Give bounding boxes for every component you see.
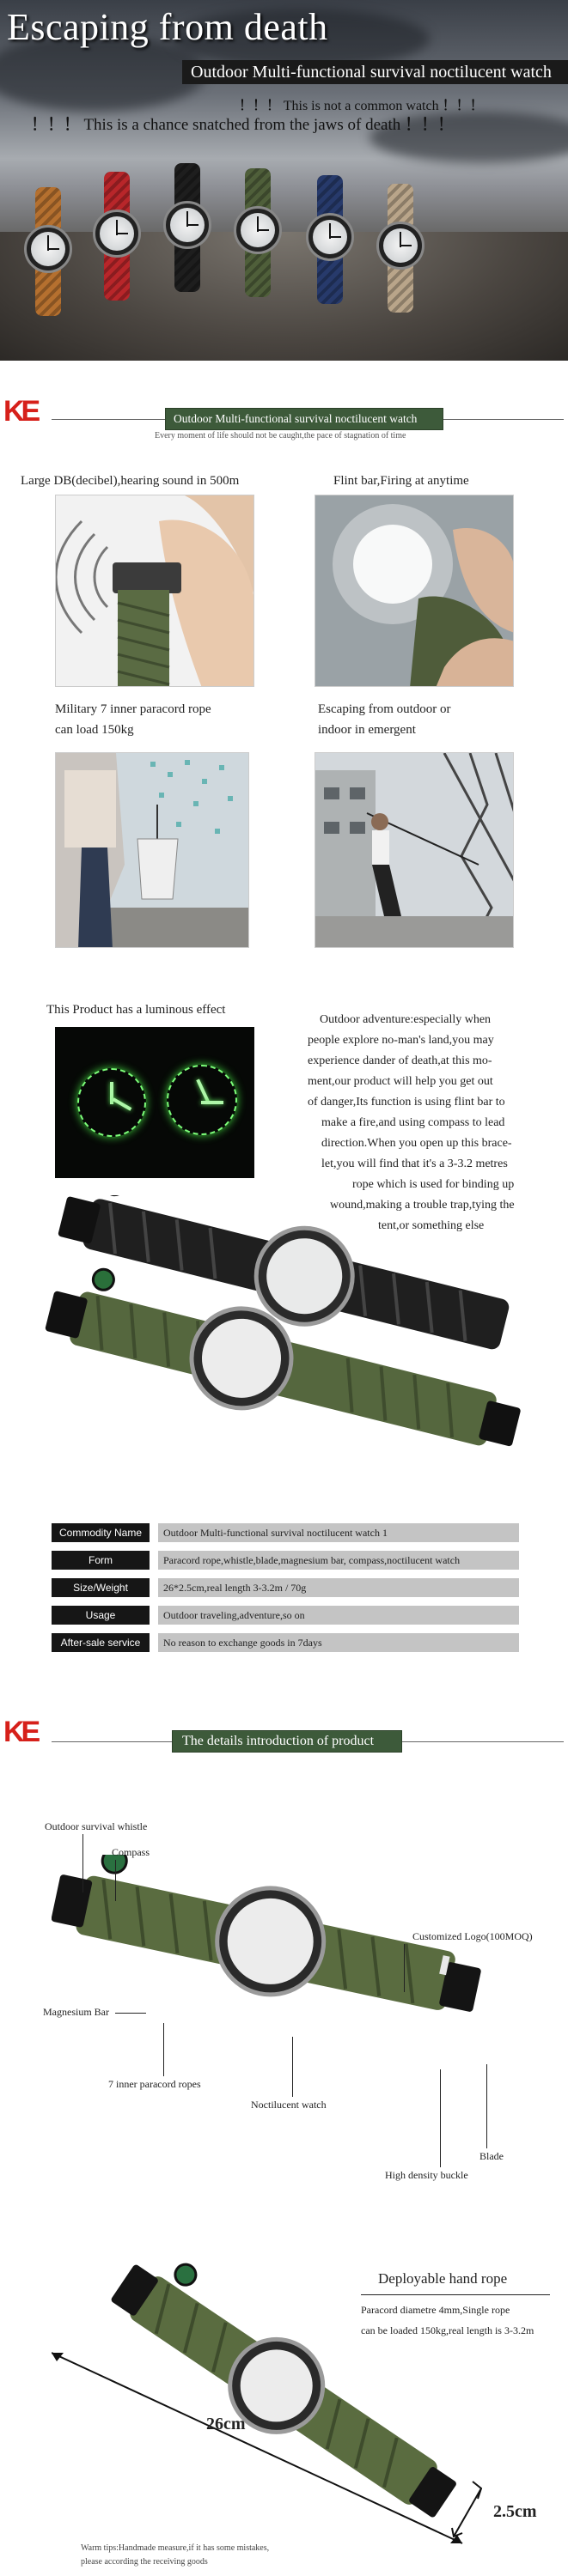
hero-watch bbox=[93, 172, 141, 301]
product-pair-photo bbox=[34, 1195, 533, 1479]
warm-tips bbox=[81, 2542, 269, 2569]
adventure-line: Outdoor adventure:especially when bbox=[320, 1013, 492, 1026]
paracord-caption-2: can load 150kg bbox=[55, 723, 134, 737]
leader-line bbox=[440, 2069, 441, 2167]
callout-buckle: High density buckle bbox=[385, 2169, 468, 2181]
luminous-photo bbox=[55, 1027, 254, 1178]
callout-paracord: 7 inner paracord ropes bbox=[108, 2078, 201, 2090]
leader-line bbox=[404, 1944, 405, 1992]
leader-line bbox=[163, 2023, 164, 2076]
leader-line bbox=[292, 2037, 293, 2097]
spec-value: Paracord rope,whistle,blade,magnesium bar, compass,noctilucent watch bbox=[158, 1551, 519, 1570]
callout-blade: Blade bbox=[479, 2150, 504, 2162]
exclamation-marks: ！！！ bbox=[442, 99, 484, 113]
brand-logo bbox=[3, 397, 38, 426]
hero-banner-image bbox=[0, 0, 568, 361]
exclamation-marks: ！！！ bbox=[239, 99, 281, 113]
warm-tips-line: Warm tips:Handmade measure,if it has some mistakes, bbox=[81, 2543, 270, 2553]
escape-photo bbox=[315, 752, 514, 948]
watch-hand-icon bbox=[117, 233, 128, 234]
adventure-line: tent,or something else bbox=[378, 1219, 485, 1232]
luminous-title: This Product has a luminous effect bbox=[46, 1003, 226, 1017]
callout-noctilucent: Noctilucent watch bbox=[251, 2099, 327, 2111]
hero-tagline-2 bbox=[31, 112, 454, 135]
whistle-illustration bbox=[56, 495, 254, 687]
spec-label: Usage bbox=[52, 1606, 150, 1625]
divider bbox=[52, 419, 165, 420]
section-title: Outdoor Multi-functional survival noctilucent watch bbox=[174, 412, 418, 425]
hero-tagline-1-text: This is not a common watch bbox=[283, 99, 439, 113]
hero-watch bbox=[306, 175, 354, 304]
adventure-line: rope which is used for binding up bbox=[352, 1178, 515, 1191]
watch-pair-illustration bbox=[34, 1195, 533, 1479]
brand-logo bbox=[3, 1717, 38, 1747]
watch-hand-icon bbox=[48, 248, 59, 250]
spec-value: 26*2.5cm,real length 3-3.2m / 70g bbox=[158, 1578, 519, 1597]
watch-hand-icon bbox=[400, 245, 412, 246]
hero-tagline-2-text: This is a chance snatched from the jaws of death bbox=[83, 116, 401, 134]
callout-compass: Compass bbox=[112, 1846, 150, 1858]
glowing-dial-icon bbox=[167, 1065, 237, 1135]
spec-label: After-sale service bbox=[52, 1633, 150, 1652]
spec-label: Commodity Name bbox=[52, 1523, 150, 1542]
adventure-line: ment,our product will help you get out bbox=[308, 1075, 493, 1088]
divider bbox=[52, 1741, 172, 1742]
spec-label: Size/Weight bbox=[52, 1578, 150, 1597]
spec-value: Outdoor Multi-functional survival noctilucent watch 1 bbox=[158, 1523, 519, 1542]
leader-line bbox=[115, 2013, 146, 2014]
spec-value: Outdoor traveling,adventure,so on bbox=[158, 1606, 519, 1625]
hero-watch bbox=[376, 184, 424, 313]
deployable-title: Deployable hand rope bbox=[378, 2270, 508, 2287]
watch-hand-icon bbox=[330, 236, 341, 238]
watch-hand-icon bbox=[258, 229, 269, 231]
escape-caption-1: Escaping from outdoor or bbox=[318, 702, 451, 716]
glowing-hand-icon bbox=[201, 1101, 223, 1104]
leader-line bbox=[115, 1860, 116, 1901]
flint-illustration bbox=[315, 495, 514, 687]
load-test-illustration bbox=[56, 753, 249, 948]
adventure-line: of danger,Its function is using flint bar to bbox=[308, 1096, 505, 1109]
hero-subtitle: Outdoor Multi-functional survival noctilucent watch bbox=[191, 63, 552, 82]
callout-magnesium: Magnesium Bar bbox=[43, 2006, 109, 2018]
deployable-desc-line: can be loaded 150kg,real length is 3-3.2m bbox=[361, 2324, 534, 2336]
adventure-line: direction.When you open up this brace- bbox=[321, 1137, 512, 1150]
adventure-line: let,you will find that it's a 3-3.2 metres bbox=[321, 1157, 508, 1170]
paracord-caption-1: Military 7 inner paracord rope bbox=[55, 702, 211, 716]
escape-caption-2: indoor in emergent bbox=[318, 723, 416, 737]
flint-photo bbox=[315, 495, 514, 687]
width-dimension: 2.5cm bbox=[493, 2502, 537, 2521]
hero-watch-lineup bbox=[0, 0, 568, 361]
adventure-line: make a fire,and using compass to lead bbox=[321, 1116, 505, 1129]
spec-value: No reason to exchange goods in 7days bbox=[158, 1633, 519, 1652]
deployable-desc-line: Paracord diametre 4mm,Single rope bbox=[361, 2304, 510, 2316]
dimension-arrows bbox=[52, 2318, 567, 2567]
exclamation-marks: ！！！ bbox=[31, 116, 81, 134]
warm-tips-line: please according the receiving goods bbox=[81, 2557, 208, 2567]
length-dimension: 26cm bbox=[206, 2415, 246, 2433]
divider bbox=[402, 1741, 564, 1742]
adventure-line: people explore no-man's land,you may bbox=[308, 1034, 494, 1047]
flint-caption: Flint bar,Firing at anytime bbox=[333, 474, 469, 488]
escape-illustration bbox=[315, 753, 514, 948]
exclamation-marks: ！！！ bbox=[404, 116, 454, 134]
callout-whistle: Outdoor survival whistle bbox=[45, 1820, 148, 1832]
hero-watch bbox=[163, 163, 211, 292]
whistle-caption: Large DB(decibel),hearing sound in 500m bbox=[21, 474, 240, 488]
spec-label: Form bbox=[52, 1551, 150, 1570]
brand-logo-text: KE bbox=[3, 395, 38, 428]
section-tagline: Every moment of life should not be caught,the pace of stagnation of time bbox=[155, 431, 406, 440]
hero-title: Escaping from death bbox=[7, 6, 328, 48]
divider bbox=[443, 419, 564, 420]
adventure-line: experience dander of death,at this mo- bbox=[308, 1054, 492, 1067]
hero-watch bbox=[234, 168, 282, 297]
load-test-photo bbox=[55, 752, 249, 948]
leader-line bbox=[82, 1834, 83, 1893]
watch-hand-icon bbox=[187, 224, 198, 226]
hero-watch bbox=[24, 187, 72, 316]
leader-line bbox=[486, 2064, 487, 2148]
adventure-line: wound,making a trouble trap,tying the bbox=[330, 1199, 515, 1212]
callout-logo: Customized Logo(100MOQ) bbox=[412, 1930, 533, 1942]
section-title: The details introduction of product bbox=[182, 1734, 375, 1748]
whistle-photo bbox=[55, 495, 254, 687]
brand-logo-text: KE bbox=[3, 1716, 38, 1748]
